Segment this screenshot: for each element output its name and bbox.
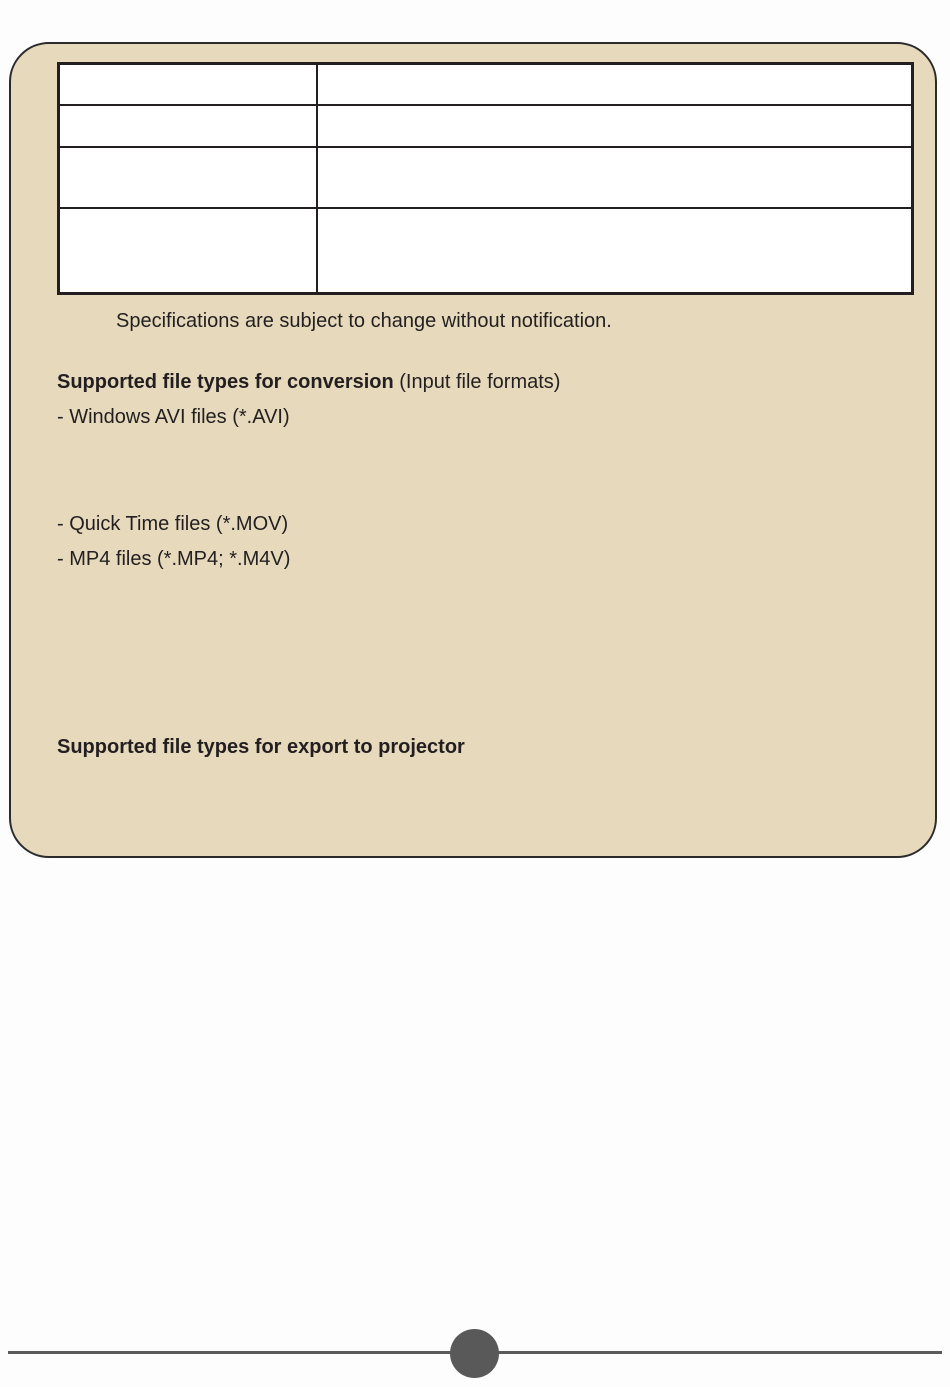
page-marker-circle <box>450 1329 499 1378</box>
specifications-note: Specifications are subject to change without notification. <box>116 310 612 332</box>
conversion-heading-plain: (Input file formats) <box>393 371 561 393</box>
table-cell <box>317 208 912 294</box>
table-cell <box>317 64 912 106</box>
table-cell <box>317 105 912 147</box>
table-cell <box>59 105 318 147</box>
table-row <box>59 147 913 208</box>
conversion-heading-bold: Supported file types for conversion <box>57 371 394 393</box>
table-row <box>59 105 913 147</box>
spec-table <box>57 62 914 295</box>
list-item: - MP4 files (*.MP4; *.M4V) <box>57 548 291 570</box>
list-item: - Quick Time files (*.MOV) <box>57 513 289 535</box>
export-heading: Supported file types for export to projector <box>57 736 465 758</box>
table-cell <box>59 64 318 106</box>
table-cell <box>59 208 318 294</box>
table-row <box>59 208 913 294</box>
conversion-heading <box>57 371 560 394</box>
table-row <box>59 64 913 106</box>
list-item: - Windows AVI files (*.AVI) <box>57 406 290 428</box>
content-panel <box>9 42 937 858</box>
table-cell <box>317 147 912 208</box>
table-cell <box>59 147 318 208</box>
